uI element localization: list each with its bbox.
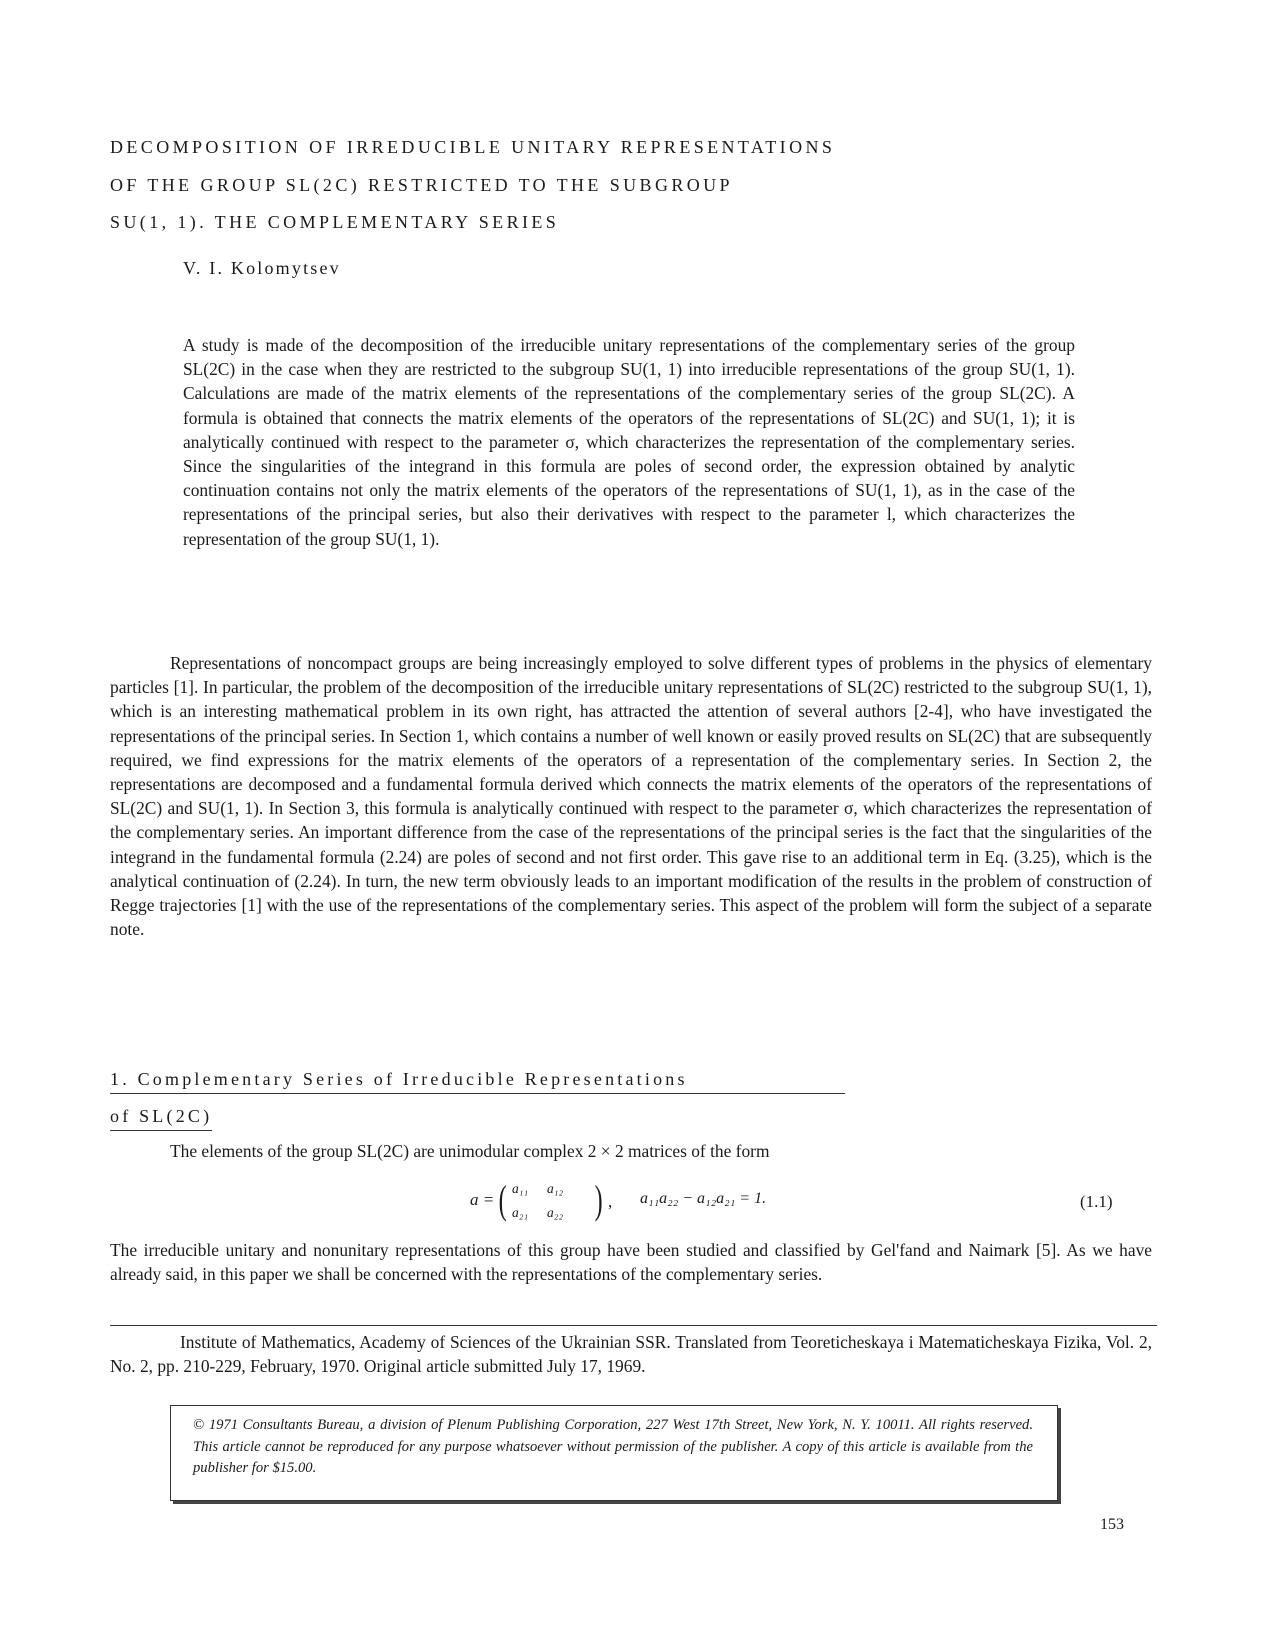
abstract-text: A study is made of the decomposition of the irreducible unitary representations of the complementary series of the group SL(2C) in the case when they are restricted to the subgroup SU(1, 1) into irreducible representations of the group SU(1, 1). Calculations are made of the matrix elements of the representations of the complementary series of the group SL(2C). A formula is obtained that connects the matrix elements of the operators of the representations of SL(2C) and SU(1, 1); it is analytically continued with respect to the parameter σ, which characterizes the representation of the complementary series. Since the singularities of the integrand in this formula are poles of second order, the expression obtained by analytic continuation contains not only the matrix elements of the operators of the representations of SU(1, 1), as in the case of the representations of the principal series, but also their derivatives with respect to the parameter l, which characterizes the representation of the group SU(1, 1). bbox=[183, 335, 1075, 549]
page-number: 153 bbox=[1100, 1516, 1124, 1533]
author-name: V. I. Kolomytsev bbox=[183, 258, 341, 278]
copyright-box bbox=[170, 1405, 1058, 1501]
matrix-intro-text: The elements of the group SL(2C) are unimodular complex 2 × 2 matrices of the form bbox=[170, 1141, 770, 1161]
classification-paragraph bbox=[110, 1238, 1152, 1286]
title-line-3: SU(1, 1). THE COMPLEMENTARY SERIES bbox=[110, 212, 560, 232]
footnote-divider bbox=[110, 1325, 1157, 1326]
determinant-condition: a₁₁a₂₂ − a₁₂a₂₁ = 1. bbox=[640, 1190, 767, 1207]
equation-lhs: a = bbox=[470, 1190, 495, 1209]
section-heading-line-1: 1. Complementary Series of Irreducible Representations bbox=[110, 1069, 845, 1094]
matrix-a22: a₂₂ bbox=[547, 1205, 564, 1220]
footnote-text: Institute of Mathematics, Academy of Sciences of the Ukrainian SSR. Translated from Teoreticheskaya i Matematicheskaya Fizika, Vol. 2, No. 2, pp. 210-229, February, 1970. Original article submitted July 17, 1969. bbox=[110, 1332, 1152, 1377]
copyright-text: © 1971 Consultants Bureau, a division of Plenum Publishing Corporation, 227 West 17th Street, New York, N. Y. 10011. All rights reserved. This article cannot be reproduced for any purpose whatsoever without permission of the publisher. A copy of this article is available from the publisher for $15.00. bbox=[193, 1417, 1033, 1476]
intro-text: Representations of noncompact groups are being increasingly employed to solve different types of problems in the physics of elementary particles [1]. In particular, the problem of the decomposition of the irreducible unitary representations of SL(2C) restricted to the subgroup SU(1, 1), which is an interesting mathematical problem in its own right, has attracted the attention of several authors [2-4], who have investigated the representations of the principal series. In Section 1, which contains a number of well known or easily proved results on SL(2C) that are subsequently required, we find expressions for the matrix elements of the operators of a representation of the complementary series. In Section 2, the representations are decomposed and a fundamental formula derived which connects the matrix elements of the operators of the representations of SL(2C) and SU(1, 1). In Section 3, this formula is analytically continued with respect to the parameter σ, which characterizes the representation of the complementary series. An important difference from the case of the representations of the principal series is the fact that the singularities of the integrand in the fundamental formula (2.24) are poles of second and not first order. This gave rise to an additional term in Eq. (3.25), which is the analytical continuation of (2.24). In turn, the new term obviously leads to an important modification of the results in the problem of construction of Regge trajectories [1] with the use of the representations of the complementary series. This aspect of the problem will form the subject of a separate note. bbox=[110, 653, 1152, 940]
classification-text: The irreducible unitary and nonunitary representations of this group have been studied and classified by Gel'fand and Naimark [5]. As we have already said, in this paper we shall be concerned with the representations of the complementary series. bbox=[110, 1240, 1152, 1285]
title-line-2: OF THE GROUP SL(2C) RESTRICTED TO THE SUBGROUP bbox=[110, 175, 733, 195]
right-paren: ) bbox=[594, 1177, 603, 1222]
equation-comma: , bbox=[608, 1192, 613, 1211]
title-line-1: DECOMPOSITION OF IRREDUCIBLE UNITARY REPRESENTATIONS bbox=[110, 137, 836, 157]
footnote bbox=[110, 1330, 1152, 1378]
matrix-a11: a₁₁ bbox=[512, 1181, 529, 1196]
left-paren: ( bbox=[498, 1177, 507, 1222]
matrix-a21: a₂₁ bbox=[512, 1205, 529, 1220]
equation-number: (1.1) bbox=[1080, 1192, 1113, 1211]
abstract bbox=[183, 333, 1075, 551]
intro-paragraph bbox=[110, 651, 1152, 941]
matrix-a12: a₁₂ bbox=[547, 1181, 564, 1196]
equation-1-1 bbox=[0, 1178, 1275, 1226]
section-heading-line-2: of SL(2C) bbox=[110, 1106, 212, 1131]
